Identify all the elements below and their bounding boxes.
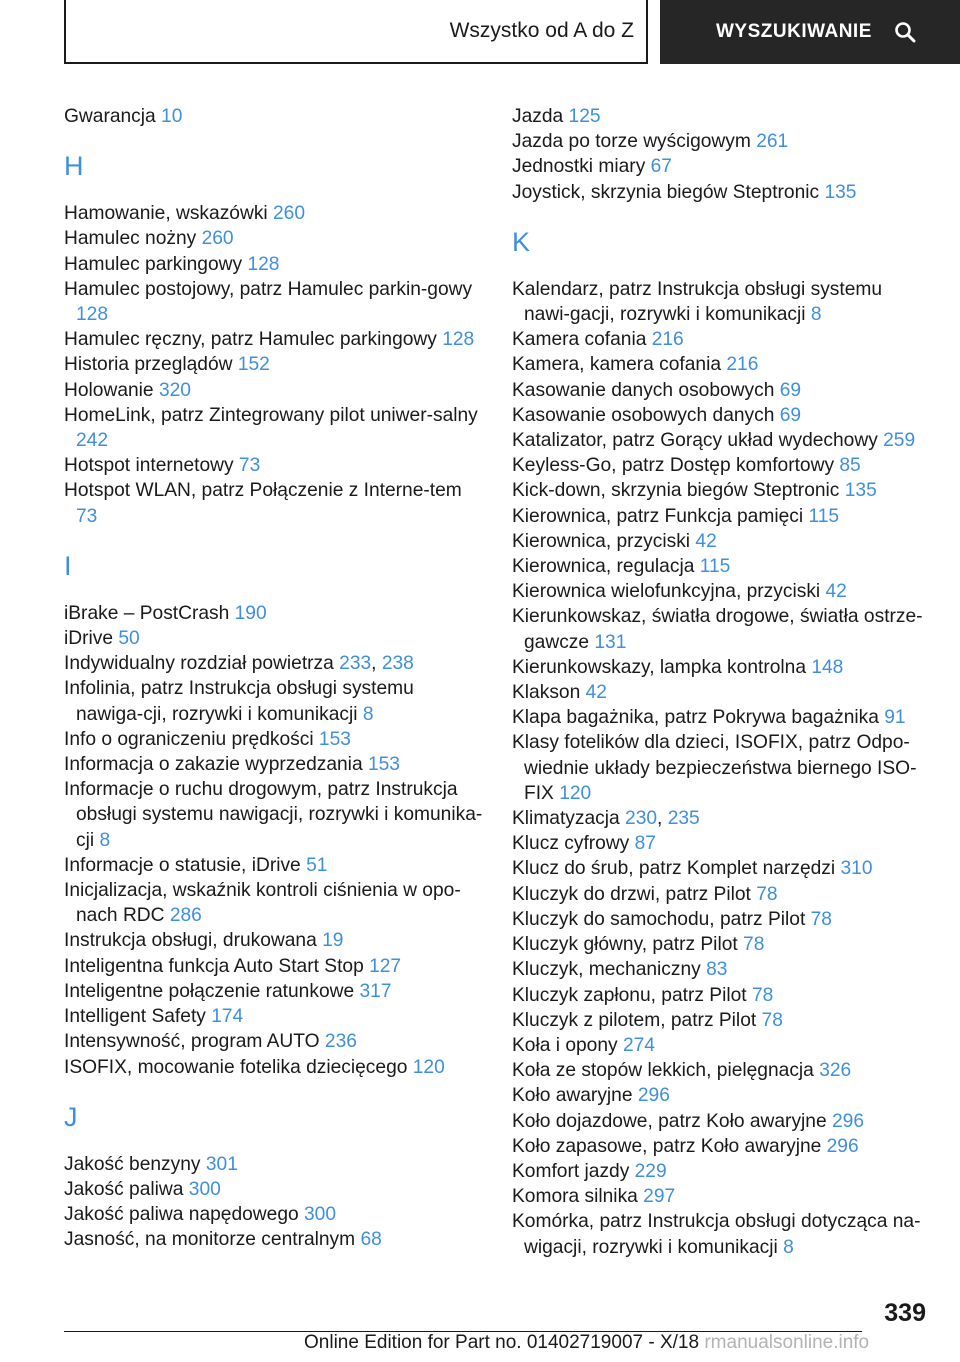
index-entry[interactable]: Jasność, na monitorze centralnym 68 [64,1229,382,1251]
index-entry[interactable]: Hotspot WLAN, patrz Połączenie z Interne‐tem 73 [64,480,462,527]
page-link[interactable]: 19 [322,930,344,952]
page-link[interactable]: 229 [634,1160,667,1182]
index-entry[interactable]: Kluczyk do samochodu, patrz Pilot 78 [512,908,832,930]
watermark: rmanualsonline.info [704,1332,870,1353]
page-link[interactable]: 42 [695,530,717,552]
index-entry[interactable]: Kasowanie osobowych danych 69 [512,404,802,426]
section-letter-i: I [64,550,72,581]
index-entry[interactable]: Jakość benzyny 301 [64,1153,238,1175]
index-entry[interactable]: Informacje o statusie, iDrive 51 [64,854,328,876]
index-entry[interactable]: Kluczyk główny, patrz Pilot 78 [512,934,765,956]
page-link[interactable]: 190 [234,602,267,624]
index-entry[interactable]: ISOFIX, mocowanie fotelika dziecięcego 120 [64,1056,445,1078]
page-link[interactable]: 120 [559,782,592,804]
page-link[interactable]: 153 [367,754,400,776]
page-link[interactable]: 301 [205,1153,238,1175]
page-link[interactable]: 8 [99,829,111,851]
index-entry[interactable]: Klucz cyfrowy 87 [512,833,656,855]
index-entry[interactable]: Klasy fotelików dla dzieci, ISOFIX, patrz Odpo‐wiednie układy bezpieczeństwa biernego ISO‐FIX 120 [512,732,917,804]
index-entry[interactable]: Kluczyk, mechaniczny 83 [512,959,728,981]
page-link[interactable]: 148 [811,656,844,678]
page-link[interactable]: 310 [840,858,873,880]
page-link[interactable]: 78 [743,934,765,956]
index-entry[interactable]: iBrake – PostCrash 190 [64,602,267,624]
page-link[interactable]: 73 [238,455,261,477]
page-link[interactable]: 68 [360,1229,382,1251]
index-entry[interactable]: Intelligent Safety 174 [64,1006,244,1028]
page-link[interactable]: 296 [637,1085,670,1107]
page-link[interactable]: 69 [779,379,802,401]
page-link[interactable]: 300 [304,1204,337,1226]
page-link[interactable]: 238 [381,653,414,675]
page-link[interactable]: 78 [756,883,778,905]
page-link[interactable]: 78 [810,908,832,930]
page-link[interactable]: 51 [306,854,328,876]
index-entry[interactable]: iDrive 50 [64,628,140,650]
index-entry[interactable]: Jazda po torze wyścigowym 261 [512,131,789,153]
index-entry[interactable]: Hamulec nożny 260 [64,228,234,250]
index-entry[interactable]: Info o ograniczeniu prędkości 153 [64,728,351,750]
index-entry[interactable]: Koło awaryjne 296 [512,1085,670,1107]
tab-a-to-z-label: Wszystko od A do Z [449,19,634,42]
page-link[interactable]: 128 [442,329,475,351]
index-entry[interactable]: Instrukcja obsługi, drukowana 19 [64,930,344,952]
index-entry[interactable]: Klapa bagażnika, patrz Pokrywa bagażnika 91 [512,707,906,729]
page-link[interactable]: 326 [819,1060,852,1082]
index-entry[interactable]: Klimatyzacja 230, 235 [512,808,700,830]
index-entry[interactable]: Kierownica, patrz Funkcja pamięci 115 [512,505,840,527]
page-link[interactable]: 125 [568,106,601,127]
index-entry[interactable]: Informacja o zakazie wyprzedzania 153 [64,754,400,776]
index-entry[interactable]: Kierownica, regulacja 115 [512,556,731,578]
page-link[interactable]: 83 [706,959,728,981]
page-link[interactable]: 260 [273,203,306,225]
page-link[interactable]: 135 [844,480,877,502]
page-link[interactable]: 300 [188,1178,221,1200]
index-entry[interactable]: Kierownica wielofunkcyjna, przyciski 42 [512,581,847,603]
index-entry[interactable]: Hamulec parkingowy 128 [64,253,280,275]
page-link[interactable]: 260 [201,228,234,250]
index-column-right [512,104,932,1260]
index-entry[interactable]: Koło zapasowe, patrz Koło awaryjne 296 [512,1135,859,1157]
index-entry[interactable]: Klakson 42 [512,682,607,704]
page-link[interactable]: 42 [585,682,607,704]
page-link[interactable]: 78 [761,1009,783,1031]
page-link[interactable]: 235 [667,808,700,830]
page-link[interactable]: 127 [369,955,402,977]
page-link[interactable]: 296 [826,1135,859,1157]
index-entry[interactable]: Kluczyk zapłonu, patrz Pilot 78 [512,984,774,1006]
page-link[interactable]: 91 [884,707,906,729]
page-link[interactable]: 115 [808,505,840,527]
section-letter-k: K [512,226,531,257]
index-entry[interactable]: Jakość paliwa napędowego 300 [64,1204,337,1226]
page-link[interactable]: 87 [634,833,656,855]
index-entry[interactable]: Kierownica, przyciski 42 [512,530,717,552]
index-entry[interactable]: Koła ze stopów lekkich, pielęgnacja 326 [512,1060,852,1082]
page-link[interactable]: 242 [76,430,109,452]
index-entry[interactable]: Jakość paliwa 300 [64,1178,221,1200]
page-link[interactable]: 236 [324,1031,357,1053]
page-link[interactable]: 115 [699,556,731,578]
index-entry[interactable]: Inicjalizacja, wskaźnik kontroli ciśnienia w opo‐nach RDC 286 [64,880,461,927]
index-entry[interactable]: Hotspot internetowy 73 [64,455,261,477]
page-link[interactable]: 8 [810,304,822,326]
index-entry[interactable]: Informacje o ruchu drogowym, patrz Instrukcja obsługi systemu nawigacji, rozrywki i komunika‐cji 8 [64,779,483,851]
index-entry[interactable]: Hamulec ręczny, patrz Hamulec parkingowy 128 [64,329,475,351]
page-link[interactable]: 152 [237,354,270,376]
index-entry[interactable]: Kasowanie danych osobowych 69 [512,379,802,401]
index-entry[interactable]: Keyless-Go, patrz Dostęp komfortowy 85 [512,455,861,477]
page-link[interactable]: 320 [158,379,191,401]
page-link[interactable]: 67 [650,156,672,178]
index-entry[interactable]: Komórka, patrz Instrukcja obsługi dotycząca na‐wigacji, rozrywki i komunikacji 8 [512,1211,921,1258]
page-link[interactable]: 10 [161,106,183,127]
index-entry[interactable]: Kamera cofania 216 [512,329,684,351]
index-entry[interactable]: Katalizator, patrz Gorący układ wydechowy 259 [512,430,916,452]
index-entry[interactable]: Kamera, kamera cofania 216 [512,354,759,376]
edition-text: Online Edition for Part no. 01402719007 - X/18 [304,1332,700,1353]
page-link[interactable]: 230 [625,808,658,830]
footer-edition [304,1332,869,1354]
page-link[interactable]: 50 [118,628,140,650]
tab-search[interactable] [660,0,960,64]
page-link[interactable]: 135 [824,181,857,203]
page-link[interactable]: 297 [643,1186,676,1208]
index-entry[interactable]: Kierunkowskaz, światła drogowe, światła ostrze‐gawcze 131 [512,606,923,653]
index-entry[interactable]: Historia przeglądów 152 [64,354,270,376]
index-entry[interactable]: Klucz do śrub, patrz Komplet narzędzi 310 [512,858,873,880]
index-entry[interactable]: Jednostki miary 67 [512,156,672,178]
index-entry[interactable]: Komora silnika 297 [512,1186,676,1208]
page-link[interactable]: 8 [783,1236,794,1258]
index-entry[interactable]: Kick-down, skrzynia biegów Steptronic 135 [512,480,877,502]
page-link[interactable]: 78 [751,984,774,1006]
page-link[interactable]: 261 [756,131,789,153]
page-link[interactable]: 128 [247,253,280,275]
page-link[interactable]: 128 [76,304,109,326]
page-link[interactable]: 286 [169,905,202,927]
index-entry[interactable]: Inteligentne połączenie ratunkowe 317 [64,980,392,1002]
section-letter-j: J [64,1101,78,1132]
index-entry[interactable]: Hamowanie, wskazówki 260 [64,203,306,225]
index-entry[interactable]: Gwarancja 10 [64,106,183,127]
page-link[interactable]: 153 [318,728,351,750]
search-icon [894,21,916,43]
page-link[interactable]: 274 [622,1034,655,1056]
page-link[interactable]: 317 [359,980,392,1002]
page-link[interactable]: 8 [362,703,374,725]
page-link[interactable]: 120 [412,1056,445,1078]
page-link[interactable]: 42 [825,581,847,603]
page-number: 339 [884,1299,926,1327]
index-entry[interactable]: HomeLink, patrz Zintegrowany pilot uniwer‐salny 242 [64,404,478,452]
page-link[interactable]: 216 [726,354,759,376]
index-entry[interactable]: Jazda 125 [512,106,601,127]
tab-a-to-z[interactable] [64,0,648,64]
index-entry[interactable]: Koło dojazdowe, patrz Koło awaryjne 296 [512,1110,864,1132]
index-entry[interactable]: Komfort jazdy 229 [512,1160,667,1182]
index-entry[interactable]: Kierunkowskazy, lampka kontrolna 148 [512,656,844,678]
page-link[interactable]: 216 [651,329,684,351]
section-letter-h: H [64,151,84,182]
page-link[interactable]: 69 [779,404,802,426]
page-link[interactable]: 296 [831,1110,864,1132]
index-entry[interactable]: Intensywność, program AUTO 236 [64,1031,357,1053]
page-link[interactable]: 131 [594,631,627,653]
index-entry[interactable]: Kalendarz, patrz Instrukcja obsługi systemu nawi‐gacji, rozrywki i komunikacji 8 [512,278,883,326]
index-entry[interactable]: Holowanie 320 [64,379,191,401]
page-link[interactable]: 259 [883,430,916,452]
index-entry[interactable]: Infolinia, patrz Instrukcja obsługi systemu nawiga‐cji, rozrywki i komunikacji 8 [64,678,414,725]
index-entry[interactable]: Hamulec postojowy, patrz Hamulec parkin‐gowy 128 [64,278,473,326]
index-entry[interactable]: Kluczyk do drzwi, patrz Pilot 78 [512,883,778,905]
index-entry[interactable]: Koła i opony 274 [512,1034,655,1056]
index-column-left [64,104,484,1253]
page-link[interactable]: 73 [76,505,98,527]
index-entry[interactable]: Indywidualny rozdział powietrza 233, 238 [64,653,414,675]
page-link[interactable]: 85 [839,455,861,477]
tab-search-label: WYSZUKIWANIE [716,21,872,42]
index-entry[interactable]: Inteligentna funkcja Auto Start Stop 127 [64,955,402,977]
page-link[interactable]: 174 [211,1006,244,1028]
page-link[interactable]: 233 [339,653,372,675]
index-entry[interactable]: Kluczyk z pilotem, patrz Pilot 78 [512,1009,783,1031]
index-entry[interactable]: Joystick, skrzynia biegów Steptronic 135 [512,181,857,203]
